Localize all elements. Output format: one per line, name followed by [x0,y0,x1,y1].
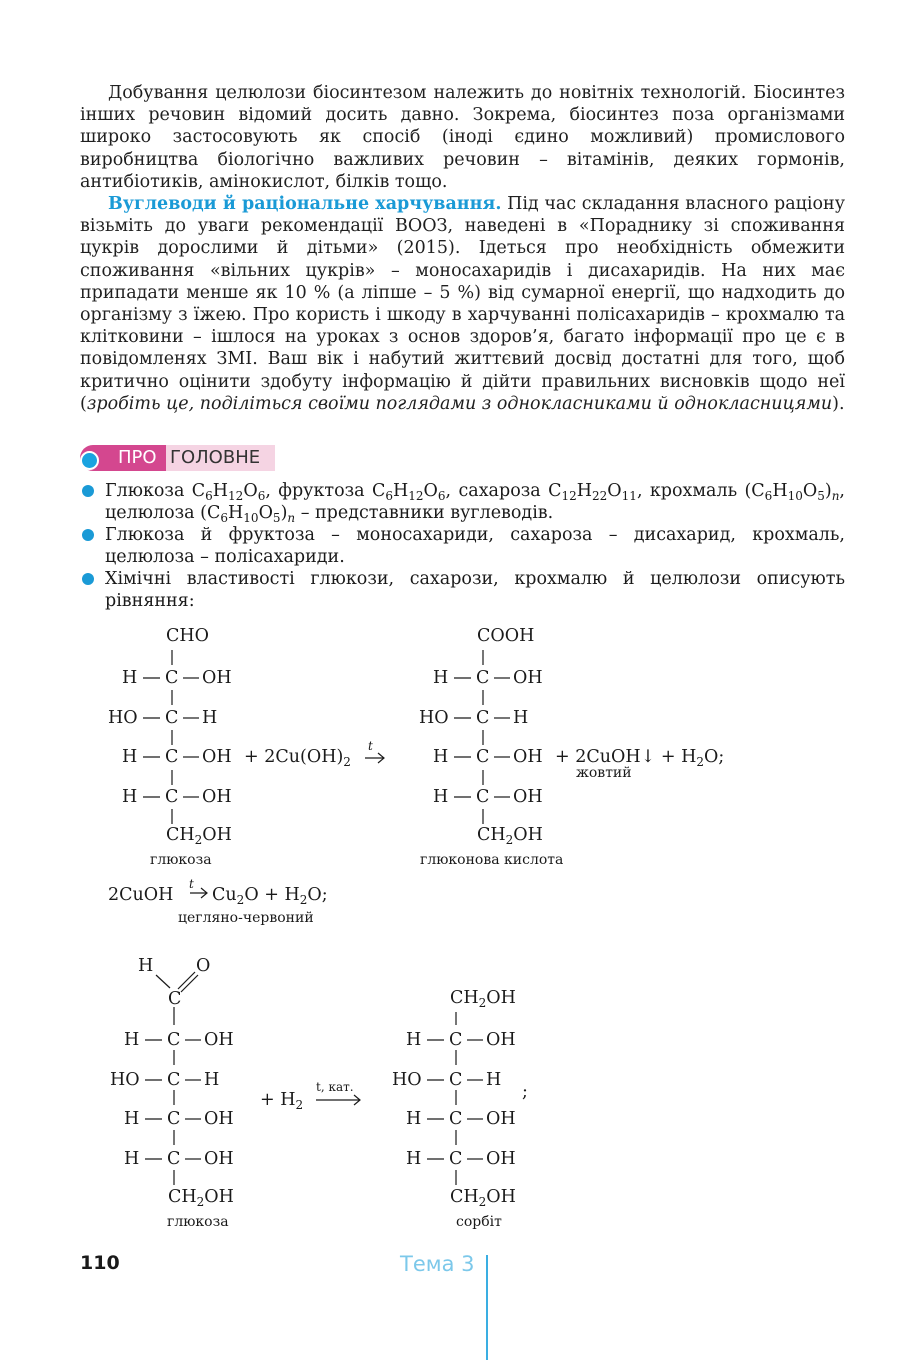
eq1-right-label: глюконова кислота [420,852,564,868]
eq3-right-row-carbon: C [449,1109,463,1129]
paragraph-biosynthesis: Добування целюлози біосинтезом належить до новітніх технологій. Біосинтез інших речовин відомий досить давно. Зокрема, біосинтез поза організмами широко застосовують як спосіб (іноді єдино можливий) промислового виробництва біологічно важливих речовин – вітамінів, деяких гормонів, антибіотиків, амінокислот, білків тощо. [80,83,845,192]
eq3-right-row-left: H [406,1030,422,1050]
eq3-left-row-right: OH [204,1109,234,1129]
eq3-aldehyde-h: H [138,956,154,976]
eq3-right-row-carbon: C [449,1030,463,1050]
eq3-aldehyde-o: O [196,956,211,976]
eq1-right-bottom: $CH_2OH$ [477,825,543,847]
eq3-left-bottom: $CH_2OH$ [168,1187,234,1209]
eq3-left-row-left: H [124,1030,140,1050]
eq1-right-row-carbon: C [476,747,490,767]
eq1-left-row-right: OH [202,668,232,688]
eq1-right-row-carbon: C [476,707,490,728]
eq3-left-row-left: H [124,1148,140,1169]
banner-left-text: ПРО [118,447,157,468]
eq1-right-row-left: HO [419,707,449,728]
eq1-right-row-carbon: C [476,668,490,688]
eq1-product-note: жовтий [576,765,632,781]
nutrition-italic: зробіть це, поділіться своїми поглядами з однокласниками й однокласницями [86,393,833,414]
eq3-right-row-left: H [406,1109,422,1129]
eq1-left-row-carbon: C [165,668,179,688]
eq3-aldehyde-c: C [168,989,182,1009]
eq3-end: ; [522,1082,528,1102]
eq3-left-row-right: H [204,1069,220,1090]
eq1-left-row-left: H [122,786,138,807]
eq3-left-row-carbon: C [167,1030,181,1050]
eq1-left-row-left: HO [108,707,138,728]
eq1-reagent: + $2Cu(OH)_2$ [244,747,351,769]
eq1-right-row-right: OH [513,747,543,767]
nutrition-body: Під час складання власного раціону візьміть до уваги рекомендації ВООЗ, наведені в «Порадникy зі споживання цукрів дорослими й дітьми» (2015). Ідеться про необхідність обмежити споживання «вільних цукрів» – моносахаридів і дисахаридів. На них має припадати менше як 10 % (а ліпше – 5 %) від сумарної енергії, що надходить до організму з їжею. Про користь і шкоду в харчуванні полісахаридів – крохмалю та клітковини – ішлося на уроках з основ здоров’я, багато інформації про це є в повідомленях ЗМІ. Ваш вік і набутий життєвий досвід достатні для того, щоб критично оцінити здобуту інформацію й дійти правильних висновків щодо неї ( [80,194,845,414]
bullet-formulas: Глюкоза $C_6H_{12}O_6$, фруктоза $C_6H_{12}O_6$, сахароза $C_{12}H_{22}O_{11}$, крохмаль $(C_6H_{10}O_5)_n$, целюлоза $(C_6H_{10}O_5)_n$ – представники вуглеводів. [105,481,845,525]
eq1-right-row-left: H [433,747,449,767]
eq3-left-row-carbon: C [167,1109,181,1129]
eq1-right-row-right: OH [513,668,543,688]
eq1-left-row-right: OH [202,786,232,807]
footer-divider [486,1255,488,1360]
eq3-right-row-right: OH [486,1148,516,1169]
eq1-product: + 2CuOH↓ + $H_2O$; [555,747,725,769]
eq3-left-row-right: OH [204,1148,234,1169]
banner-right-text: ГОЛОВНЕ [170,447,261,468]
eq1-right-row-right: H [513,707,529,728]
eq1-left-row-right: OH [202,747,232,767]
eq3-left-row-carbon: C [167,1148,181,1169]
eq3-left-row-right: OH [204,1030,234,1050]
eq1-right-row-left: H [433,786,449,807]
eq2-right: $Cu_2O + H_2O$; [212,885,328,907]
eq3-reagent: + $H_2$ [260,1090,304,1112]
eq3-left-row-carbon: C [167,1069,181,1090]
page-number: 110 [80,1252,120,1274]
theme-label: Тема 3 [400,1252,475,1276]
eq3-left-row-left: H [124,1109,140,1129]
eq3-left-row-left: HO [110,1069,140,1090]
eq2-arrow-label: t [189,877,194,891]
eq1-left-row-right: H [202,707,218,728]
eq3-right-bottom: $CH_2OH$ [450,1187,516,1209]
eq1-left-bottom: $CH_2OH$ [166,825,232,847]
nutrition-heading: Вуглеводи й раціональне харчування. [108,194,502,215]
nutrition-end: ). [832,393,845,414]
bullet-text: Хімічні властивості глюкози, сахарози, крохмалю й целюлози описують рівняння: [105,569,845,611]
eq3-right-top: $CH_2OH$ [450,988,516,1010]
eq3-right-row-left: H [406,1148,422,1169]
bullet-text: Глюкоза й фруктоза – моносахариди, сахароза – дисахарид, крохмаль, целюлоза – полісахариди. [105,525,845,567]
eq3-right-row-right: H [486,1069,502,1090]
eq1-left-row-left: H [122,668,138,688]
eq1-left-row-carbon: C [165,707,179,728]
eq3-right-row-right: OH [486,1030,516,1050]
eq2-left: 2CuOH [108,885,174,905]
eq1-left-row-carbon: C [165,747,179,767]
eq1-right-row-right: OH [513,786,543,807]
eq3-arrow-label: t, кат. [316,1080,354,1094]
eq3-right-row-right: OH [486,1109,516,1129]
eq2-note: цегляно-червоний [178,910,314,926]
eq1-left-label: глюкоза [150,852,212,868]
eq1-right-top: COOH [477,626,535,646]
eq3-right-label: сорбіт [456,1214,502,1230]
eq1-left-row-carbon: C [165,786,179,807]
eq1-left-row-left: H [122,747,138,767]
eq1-left-top: CHO [166,626,209,646]
eq3-right-row-left: HO [392,1069,422,1090]
eq3-left-label: глюкоза [167,1214,229,1230]
eq1-right-row-left: H [433,668,449,688]
eq3-right-row-carbon: C [449,1148,463,1169]
eq1-arrow-label: t [368,739,373,753]
eq1-right-row-carbon: C [476,786,490,807]
eq3-right-row-carbon: C [449,1069,463,1090]
